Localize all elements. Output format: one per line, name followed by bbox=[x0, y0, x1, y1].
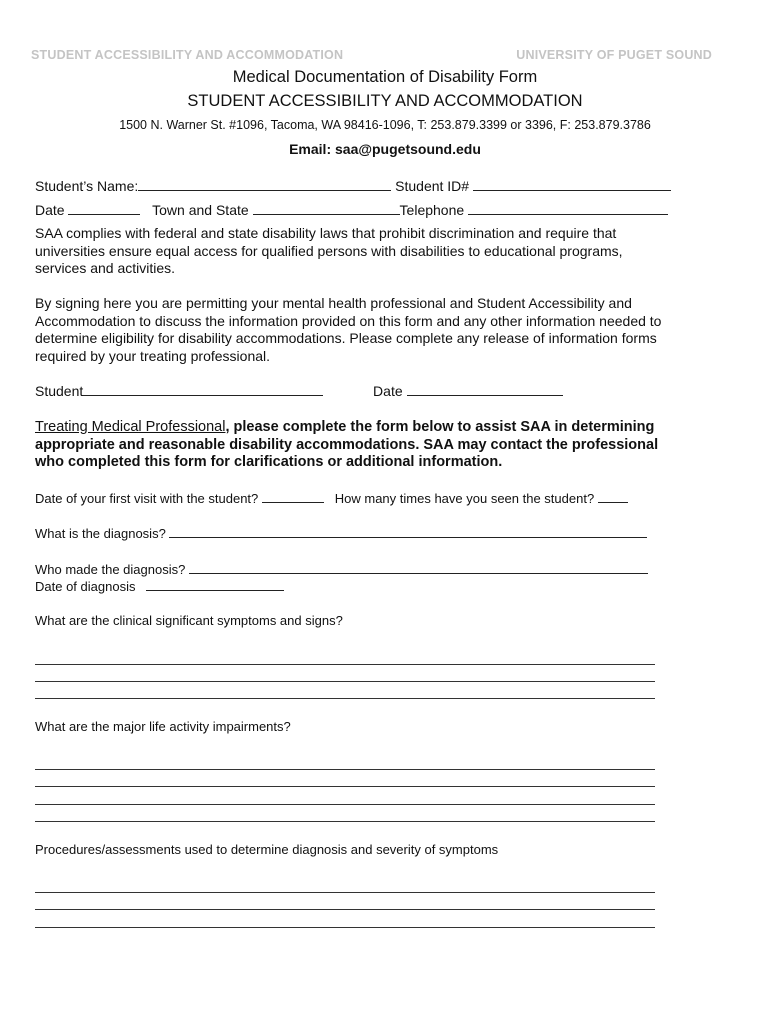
student-id-field[interactable] bbox=[473, 178, 671, 191]
impairments-line-1[interactable] bbox=[35, 769, 655, 770]
town-state-label: Town and State bbox=[152, 202, 249, 218]
symptoms-line-3[interactable] bbox=[35, 698, 655, 699]
date-town-row bbox=[35, 202, 668, 218]
address: 1500 N. Warner St. #1096, Tacoma, WA 98416-1096, T: 253.879.3399 or 3396, F: 253.879.3786 bbox=[119, 118, 651, 132]
treating-professional-instructions bbox=[35, 419, 675, 472]
symptoms-line-1[interactable] bbox=[35, 664, 655, 665]
symptoms-line-2[interactable] bbox=[35, 681, 655, 682]
student-id-label: Student ID# bbox=[395, 178, 470, 194]
form-subtitle: STUDENT ACCESSIBILITY AND ACCOMMODATION bbox=[187, 92, 583, 110]
procedures-line-1[interactable] bbox=[35, 892, 655, 893]
date-diagnosis-label: Date of diagnosis bbox=[35, 579, 136, 594]
first-visit-field[interactable] bbox=[262, 490, 324, 503]
student-name-label: Student’s Name: bbox=[35, 178, 139, 194]
form-title: Medical Documentation of Disability Form bbox=[232, 68, 538, 86]
diagnosis-row bbox=[35, 525, 647, 541]
treating-professional-label: Treating Medical Professional bbox=[35, 419, 226, 435]
impairments-label: What are the major life activity impairments? bbox=[35, 719, 291, 734]
procedures-line-2[interactable] bbox=[35, 909, 655, 910]
impairments-line-2[interactable] bbox=[35, 786, 655, 787]
telephone-label: Telephone bbox=[399, 202, 465, 218]
consent-paragraph: By signing here you are permitting your mental health professional and Student Accessibility and Accommodation to discuss the information provided on this form and any other information needed to determine eligibility for disability accommodations. Please complete any release of information forms required by your treating professional. bbox=[35, 295, 662, 364]
student-signature-label: Student bbox=[35, 383, 84, 399]
header-right: UNIVERSITY OF PUGET SOUND bbox=[516, 48, 712, 62]
date-diagnosis-row bbox=[35, 578, 284, 594]
diagnosis-field[interactable] bbox=[169, 525, 647, 538]
who-diagnosed-field[interactable] bbox=[189, 561, 648, 574]
signature-date-field[interactable] bbox=[407, 383, 563, 396]
treating-professional-text: , please complete the form below to assist SAA in determining appropriate and reasonable disability accommodations. SAA may contact the professional who completed this form for clarifications or additional information. bbox=[35, 419, 659, 470]
telephone-field[interactable] bbox=[468, 202, 668, 215]
compliance-paragraph: SAA complies with federal and state disability laws that prohibit discrimination and require that universities ensure equal access for qualified persons with disabilities to educational programs, services and activities. bbox=[35, 225, 623, 276]
header-left: STUDENT ACCESSIBILITY AND ACCOMMODATION bbox=[31, 48, 344, 62]
signature-row bbox=[35, 383, 563, 399]
impairments-line-4[interactable] bbox=[35, 821, 655, 822]
student-info-row bbox=[35, 178, 671, 194]
times-seen-label: How many times have you seen the student? bbox=[334, 491, 595, 506]
procedures-line-3[interactable] bbox=[35, 927, 655, 928]
procedures-label: Procedures/assessments used to determine diagnosis and severity of symptoms bbox=[35, 842, 499, 857]
who-diagnosed-label: Who made the diagnosis? bbox=[35, 562, 186, 577]
first-visit-label: Date of your first visit with the student? bbox=[35, 491, 259, 506]
visit-row bbox=[35, 490, 628, 506]
signature-date-label: Date bbox=[373, 383, 403, 399]
email: Email: saa@pugetsound.edu bbox=[289, 141, 481, 157]
town-state-field[interactable] bbox=[253, 202, 400, 215]
times-seen-field[interactable] bbox=[598, 490, 628, 503]
date-diagnosis-field[interactable] bbox=[146, 578, 284, 591]
impairments-line-3[interactable] bbox=[35, 804, 655, 805]
student-name-field[interactable] bbox=[138, 178, 391, 191]
date-label: Date bbox=[35, 202, 65, 218]
diagnosis-label: What is the diagnosis? bbox=[35, 526, 166, 541]
symptoms-label: What are the clinical significant symptoms and signs? bbox=[35, 613, 343, 628]
date-field[interactable] bbox=[68, 202, 140, 215]
student-signature-field[interactable] bbox=[83, 383, 323, 396]
who-diagnosed-row bbox=[35, 561, 648, 577]
